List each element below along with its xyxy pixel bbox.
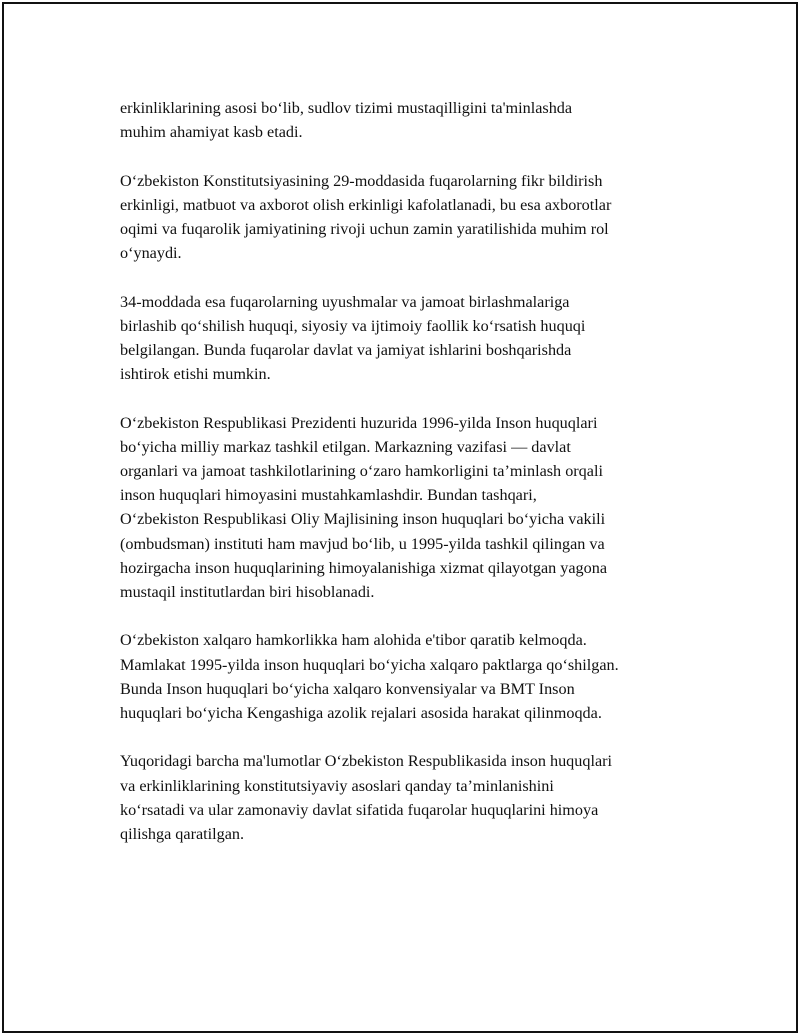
paragraph-4: O‘zbekiston Respublikasi Prezidenti huzurida 1996-yilda Inson huquqlari bo‘yicha milliy markaz tashkil etilgan. Markazning vazifasi — davlat organlari va jamoat tashkilotlarining o‘zaro hamkorligini ta’minlash orqali inson huquqlari himoyasini mustahkamlashdir. Bundan tashqari, O‘zbekiston Respublikasi Oliy Majlisining inson huquqlari bo‘yicha vakili (ombudsman) instituti ham mavjud bo‘lib, u 1995-yilda tashkil qilingan va hozirgacha inson huquqlarining himoyalanishiga xizmat qilayotgan yagona mustaqil institutlardan biri hisoblanadi. [120,413,608,602]
page-frame [2,2,798,1033]
paragraph-1: erkinliklarining asosi bo‘lib, sudlov tizimi mustaqilligini ta'minlashda muhim ahamiyat kasb etadi. [120,99,573,142]
paragraph-3: 34-moddada esa fuqarolarning uyushmalar va jamoat birlashmalariga birlashib qo‘shilish huquqi, siyosiy va ijtimoiy faollik ko‘rsatish huquqi belgilangan. Bunda fuqarolar davlat va jamiyat ishlarini boshqarishda ishtirok etishi mumkin. [120,292,586,384]
document-body [120,96,700,870]
paragraph-5: O‘zbekiston xalqaro hamkorlikka ham alohida e'tibor qaratib kelmoqda. Mamlakat 1995-yilda inson huquqlari bo‘yicha xalqaro paktlarga qo‘shilgan. Bunda Inson huquqlari bo‘yicha xalqaro konvensiyalar va BMT Inson huquqlari bo‘yicha Kengashiga azolik rejalari asosida harakat qilinmoqda. [120,631,619,723]
paragraph-2: O‘zbekiston Konstitutsiyasining 29-moddasida fuqarolarning fikr bildirish erkinligi, matbuot va axborot olish erkinligi kafolatlanadi, bu esa axborotlar oqimi va fuqarolik jamiyatining rivoji uchun zamin yaratilishida muhim rol o‘ynaydi. [120,171,612,263]
paragraph-6: Yuqoridagi barcha ma'lumotlar O‘zbekiston Respublikasida inson huquqlari va erkinliklarining konstitutsiyaviy asoslari qanday ta’minlanishini ko‘rsatadi va ular zamonaviy davlat sifatida fuqarolar huquqlarini himoya qilishga qaratilgan. [120,752,613,844]
